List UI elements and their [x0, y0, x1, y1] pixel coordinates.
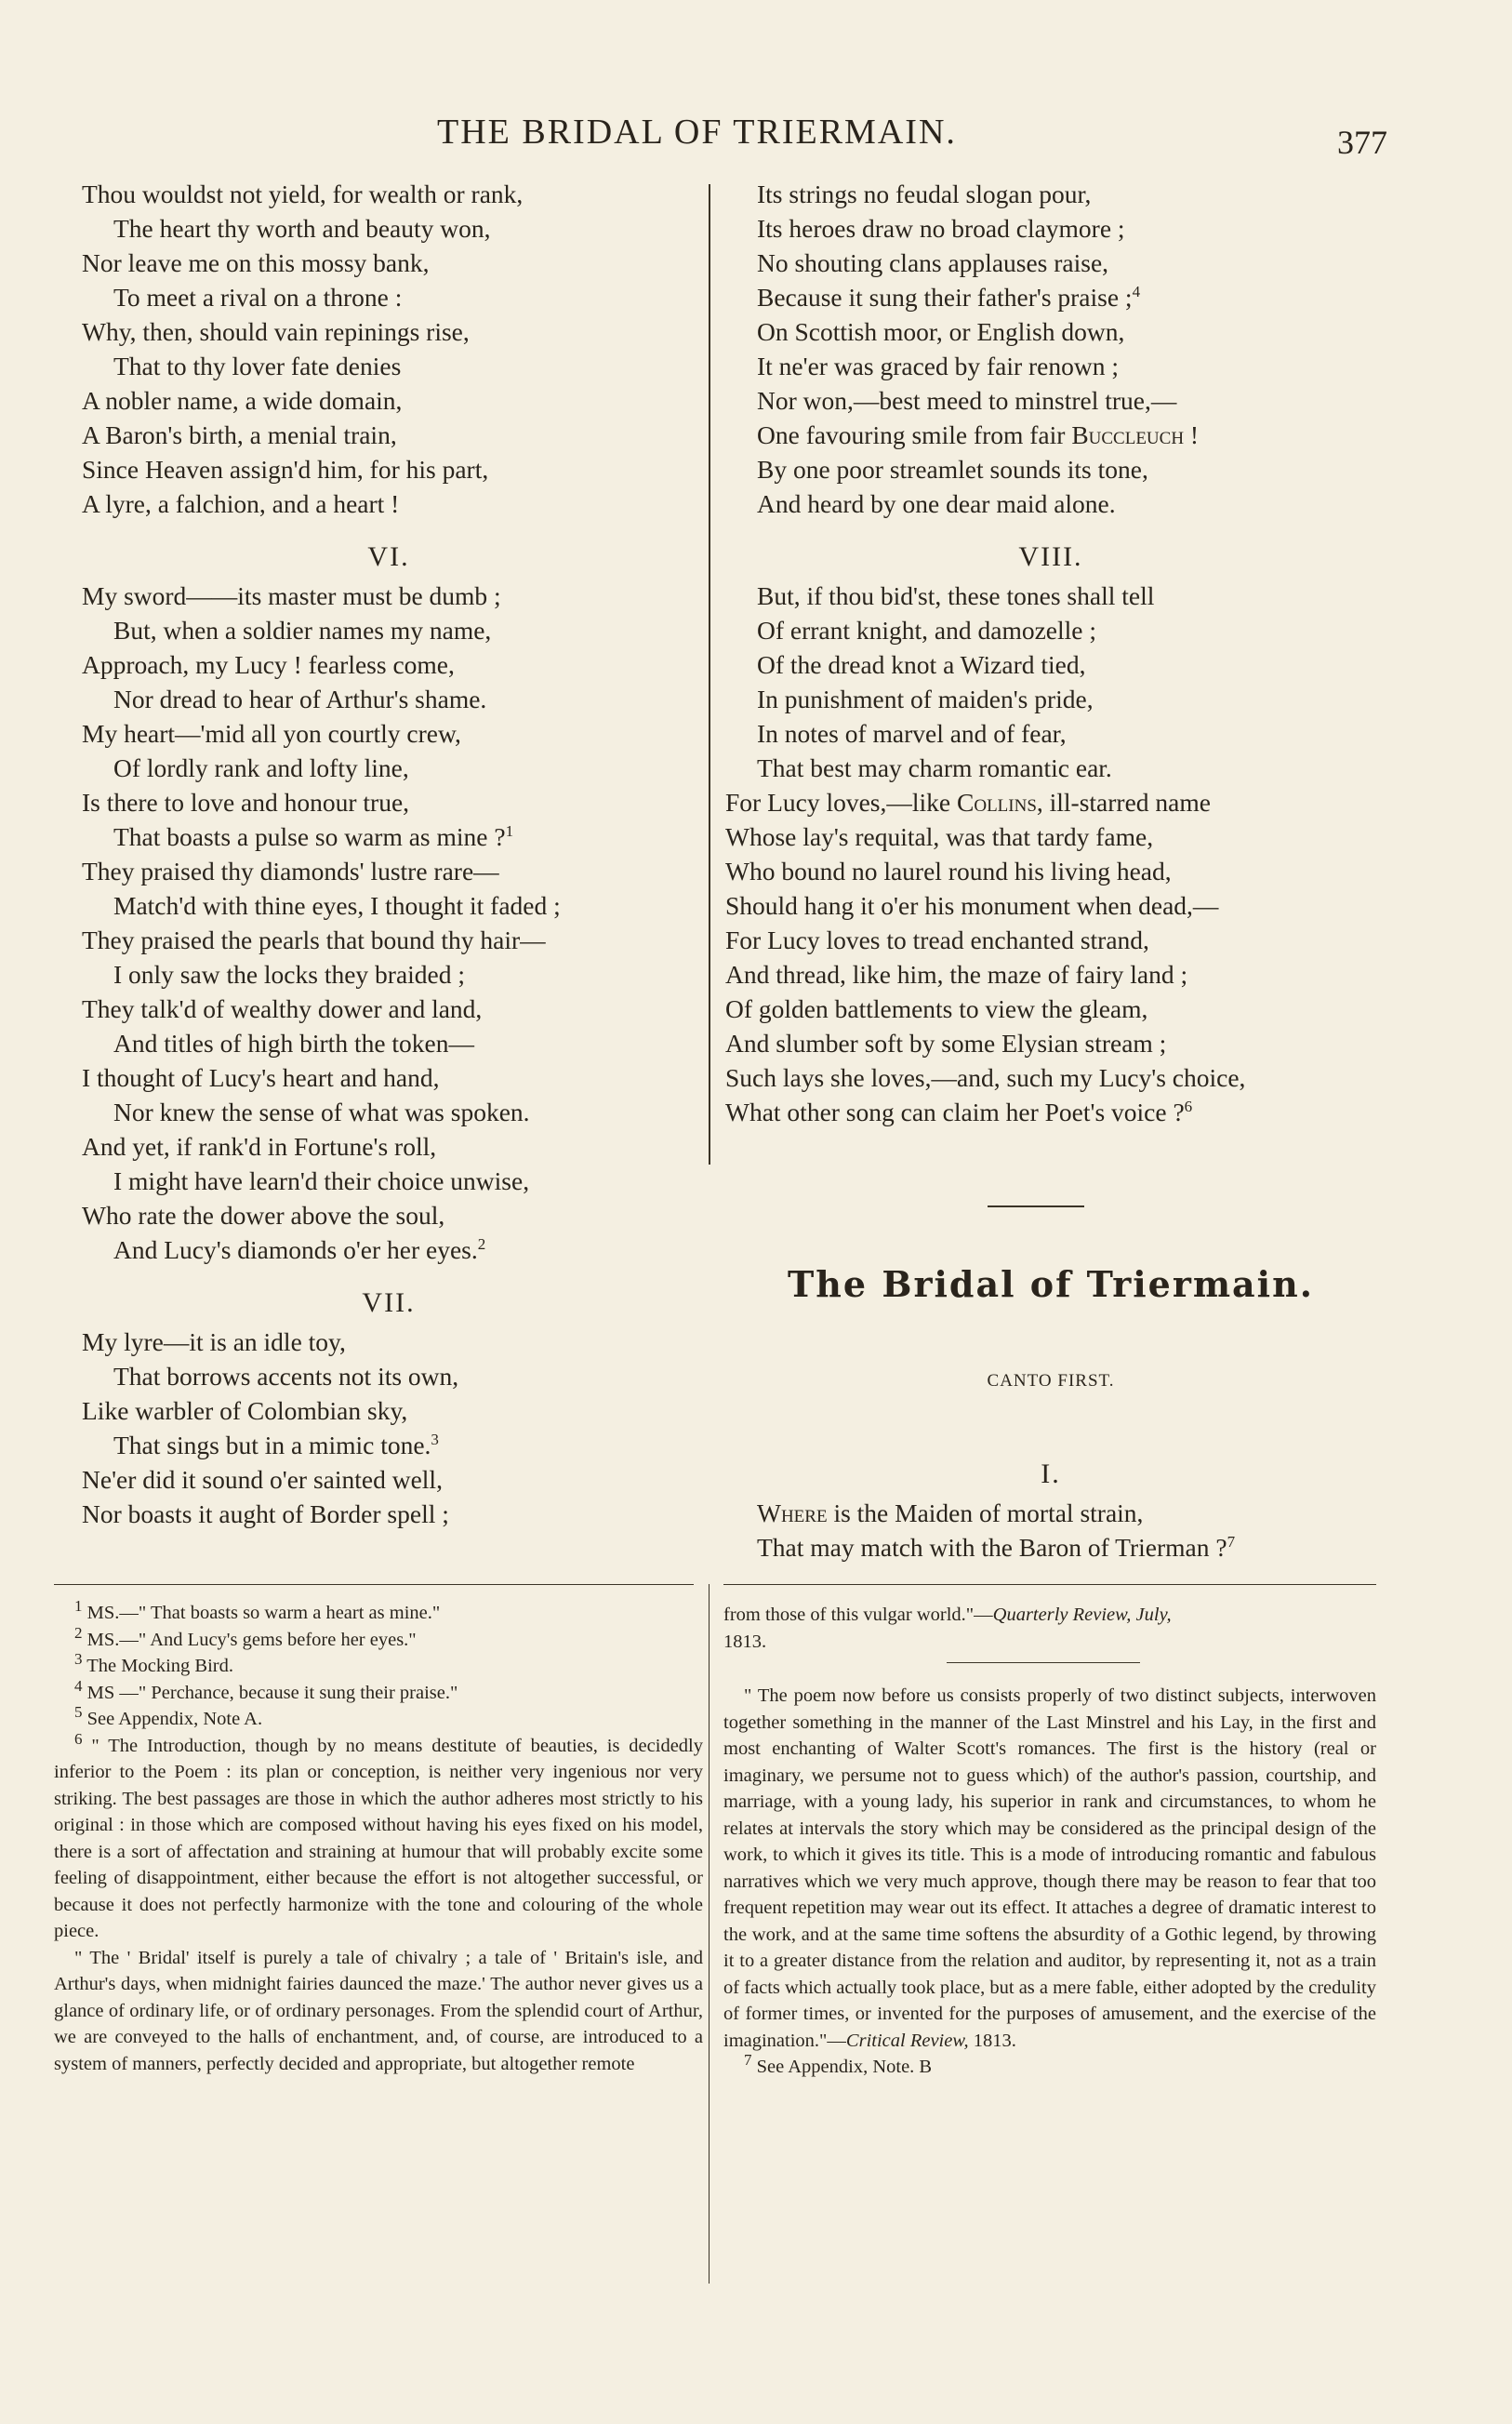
verse-line: Such lays she loves,—and, such my Lucy's choice,: [725, 1063, 1246, 1092]
verse-line: Who rate the dower above the soul,: [82, 1201, 445, 1230]
stanza-heading-vii: VII.: [362, 1287, 416, 1318]
verse-line: No shouting clans applauses raise,: [757, 248, 1109, 277]
verse-line: On Scottish moor, or English down,: [757, 317, 1125, 346]
verse-line: Like warbler of Colombian sky,: [82, 1396, 408, 1425]
verse-line: My lyre—it is an idle toy,: [82, 1327, 346, 1356]
stanza-vii-continuation: [725, 177, 1376, 521]
footnote-6-continuation: [723, 1602, 1376, 1655]
footnote-text: from those of this vulgar world."—: [723, 1605, 993, 1625]
footnote-text: MS.—" And Lucy's gems before her eyes.": [86, 1629, 417, 1650]
verse-line: I thought of Lucy's heart and hand,: [82, 1063, 440, 1092]
footnote-rule-right: [723, 1584, 1376, 1585]
footnote-5: [54, 1703, 703, 1733]
verse-line: And yet, if rank'd in Fortune's roll,: [82, 1132, 437, 1161]
verse-line: And heard by one dear maid alone.: [757, 489, 1116, 518]
verse-line: But, if thou bid'st, these tones shall tell: [757, 581, 1155, 610]
verse-line: Its strings no feudal slogan pour,: [757, 180, 1092, 208]
verse-text: And Lucy's diamonds o'er her eyes.: [113, 1235, 478, 1264]
name-collins: Collins: [957, 788, 1037, 817]
footnote-6-critical-review: [723, 1683, 1376, 2054]
stanza-i-block: [725, 1449, 1376, 1565]
verse-line: A Baron's birth, a menial train,: [82, 420, 397, 449]
verse-text: Because it sung their father's praise ;: [757, 283, 1133, 312]
left-column: [82, 177, 696, 1531]
column-divider-verse: [709, 184, 710, 1165]
verse-line: Since Heaven assign'd him, for his part,: [82, 455, 489, 484]
verse-line: [82, 819, 696, 854]
verse-line: That to thy lover fate denies: [113, 352, 402, 380]
footnote-mark: 2: [477, 1234, 486, 1253]
stanza-v-continuation: [82, 177, 696, 521]
verse-text: , ill-starred name: [1036, 788, 1211, 817]
verse-line: Match'd with thine eyes, I thought it faded ;: [113, 891, 561, 920]
verse-line: That best may charm romantic ear.: [757, 753, 1112, 782]
footnote-text: MS —" Perchance, because it sung their praise.": [86, 1682, 458, 1703]
citation-year: 1813.: [723, 1631, 767, 1652]
footnote-1: [54, 1597, 703, 1627]
stanza-heading-vi: VI.: [367, 541, 410, 572]
verse-line: They praised thy diamonds' lustre rare—: [82, 857, 499, 886]
stanza-vii: [82, 1325, 696, 1531]
footnote-rule-left: [54, 1584, 694, 1585]
stanza-vi: [82, 579, 696, 1267]
footnote-number: 7: [744, 2051, 752, 2070]
footnote-number: 2: [74, 1623, 83, 1642]
footnote-number: 1: [74, 1597, 83, 1616]
footnote-inner-rule-wrap: [723, 1655, 1376, 1683]
footnote-mark: 6: [1184, 1097, 1193, 1115]
footnote-number: 5: [74, 1703, 83, 1722]
verse-line: And titles of high birth the token—: [113, 1029, 475, 1058]
drop-word: Where: [757, 1498, 828, 1527]
verse-line: Nor knew the sense of what was spoken.: [113, 1098, 530, 1126]
verse-line: Its heroes draw no broad claymore ;: [757, 214, 1125, 243]
footnote-text: MS.—" That boasts so warm a heart as mine.": [86, 1603, 441, 1623]
verse-line: It ne'er was graced by fair renown ;: [757, 352, 1120, 380]
citation-source: Critical Review,: [845, 2030, 969, 2051]
footnote-mark: 4: [1132, 282, 1141, 300]
verse-line: Of errant knight, and damozelle ;: [757, 616, 1097, 645]
verse-line: Nor leave me on this mossy bank,: [82, 248, 430, 277]
footnote-6-paragraph-2: " The ' Bridal' itself is purely a tale of chivalry ; a tale of ' Britain's isle, and Arthur's days, when midnight fairies daunced the maze.' The author never gives us a glance of ordinary life, or of ordinary personages. From the splendid court of Arthur, we are conveyed to the halls of enchantment, and, of course, are introduced to a system of manners, perfectly decided and appropriate, but altogether remote: [54, 1947, 703, 2074]
verse-line: For Lucy loves to tread enchanted strand,: [725, 926, 1149, 954]
footnote-text: The Mocking Bird.: [86, 1656, 233, 1676]
running-title: THE BRIDAL OF TRIERMAIN.: [437, 113, 957, 152]
verse-line: I might have learn'd their choice unwise,: [113, 1166, 530, 1195]
verse-text: That may match with the Baron of Trierman ?: [757, 1533, 1227, 1562]
footnote-3: [54, 1650, 703, 1680]
verse-line: Nor boasts it aught of Border spell ;: [82, 1499, 449, 1528]
verse-line: Who bound no laurel round his living head,: [725, 857, 1172, 886]
verse-line: [725, 1496, 1376, 1530]
verse-line: To meet a rival on a throne :: [113, 283, 403, 312]
verse-line: Whose lay's requital, was that tardy fame,: [725, 822, 1154, 851]
citation-source: Quarterly Review, July,: [992, 1605, 1172, 1625]
verse-line: [725, 1530, 1376, 1565]
verse-line: Should hang it o'er his monument when dead,—: [725, 891, 1219, 920]
verse-text: One favouring smile from fair: [757, 420, 1072, 449]
verse-line: [725, 280, 1376, 314]
verse-text: What other song can claim her Poet's voice ?: [725, 1098, 1185, 1126]
footnote-number: 3: [74, 1650, 83, 1669]
verse-line: Nor won,—best meed to minstrel true,—: [757, 386, 1177, 415]
footnote-text: See Appendix, Note A.: [86, 1709, 263, 1729]
verse-line: By one poor streamlet sounds its tone,: [757, 455, 1148, 484]
footnote-number: 6: [74, 1729, 83, 1748]
verse-line: And thread, like him, the maze of fairy land ;: [725, 960, 1188, 989]
column-divider-notes: [709, 1584, 710, 2284]
footnote-inner-rule: [947, 1662, 1140, 1663]
footnote-mark: 7: [1227, 1532, 1236, 1551]
verse-line: [725, 1095, 1376, 1129]
verse-line: In notes of marvel and of fear,: [757, 719, 1067, 748]
stanza-heading-viii: VIII.: [1018, 541, 1083, 572]
footnote-mark: 3: [431, 1430, 439, 1448]
verse-line: [725, 418, 1376, 452]
verse-line: [725, 785, 1376, 819]
verse-line: Nor dread to hear of Arthur's shame.: [113, 685, 487, 713]
stanza-viii: [725, 579, 1376, 1129]
verse-line: Of lordly rank and lofty line,: [113, 753, 409, 782]
footnote-7: [723, 2051, 1376, 2081]
name-buccleuch: Buccleuch !: [1071, 420, 1200, 449]
verse-line: A lyre, a falchion, and a heart !: [82, 489, 400, 518]
verse-text: is the Maiden of mortal strain,: [827, 1498, 1144, 1527]
footnotes-left: [54, 1597, 703, 2077]
footnote-6: [54, 1729, 703, 1945]
verse-line: Approach, my Lucy ! fearless come,: [82, 650, 455, 679]
verse-line: In punishment of maiden's pride,: [757, 685, 1094, 713]
stanza-heading-i: I.: [1041, 1458, 1061, 1489]
right-column: [725, 177, 1376, 1129]
verse-line: A nobler name, a wide domain,: [82, 386, 403, 415]
verse-text: That boasts a pulse so warm as mine ?: [113, 822, 506, 851]
verse-line: My heart—'mid all yon courtly crew,: [82, 719, 461, 748]
verse-line: Of golden battlements to view the gleam,: [725, 994, 1148, 1023]
footnote-text: " The Introduction, though by no means destitute of beauties, is decidedly inferior to the Poem : its plan or conception, is neither very ingenious nor very striking. The best passages are those in which the author adheres most strictly to his original : in those which are composed without having his eyes fixed on his model, there is a sort of affectation and straining at humour that will probably excite some feeling of disappointment, either because the effort is not altogether successful, or because it does not perfectly harmonize with the tone and colouring of the whole piece.: [54, 1735, 703, 1941]
running-head: [0, 112, 1512, 161]
verse-line: They talk'd of wealthy dower and land,: [82, 994, 483, 1023]
verse-line: And slumber soft by some Elysian stream ;: [725, 1029, 1167, 1058]
page-number: 377: [1337, 124, 1387, 161]
verse-line: I only saw the locks they braided ;: [113, 960, 466, 989]
verse-text: For Lucy loves,—like: [725, 788, 957, 817]
verse-line: That borrows accents not its own,: [113, 1362, 459, 1391]
verse-line: The heart thy worth and beauty won,: [113, 214, 491, 243]
footnote-4: [54, 1676, 703, 1707]
verse-line: Of the dread knot a Wizard tied,: [757, 650, 1086, 679]
footnote-2: [54, 1623, 703, 1654]
citation-year: 1813.: [968, 2030, 1016, 2051]
verse-line: Is there to love and honour true,: [82, 788, 410, 817]
section-rule: [988, 1205, 1084, 1207]
verse-line: But, when a soldier names my name,: [113, 616, 492, 645]
poem-title: The Bridal of Triermain.: [788, 1263, 1314, 1305]
verse-line: Ne'er did it sound o'er sainted well,: [82, 1465, 443, 1494]
footnote-text: See Appendix, Note. B: [751, 2057, 933, 2077]
verse-line: They praised the pearls that bound thy hair—: [82, 926, 546, 954]
verse-line: Thou wouldst not yield, for wealth or rank,: [82, 180, 524, 208]
verse-line: [82, 1428, 696, 1462]
footnote-text: " The poem now before us consists properly of two distinct subjects, interwoven together something in the manner of the Last Minstrel and his Lay, in the first and most enchanting of Walter Scott's romances. The first is the history (real or imaginary, we persume not to guess which) of the author's passion, courtship, and marriage, with a young lady, his superior in rank and circumstances, to whom he relates at intervals the story which may be considered as the principal design of the work, to which it gives its title. This is a mode of introducing romantic and fabulous narratives which we very much approve, though there may be reason to fear that too frequent repetition may wear out its effect. It attaches a degree of dramatic interest to the work, and at the same time softens the absurdity of a Gothic legend, by throwing it to a greater distance from the relation and auditor, by representing it, not as a train of facts which actually took place, but as a mere fable, either adopted by the credulity of former times, or invented for the purposes of amusement, and the exercise of the imagination."—: [723, 1685, 1376, 2051]
verse-text: That sings but in a mimic tone.: [113, 1431, 431, 1459]
verse-line: Why, then, should vain repinings rise,: [82, 317, 470, 346]
footnote-number: 4: [74, 1676, 83, 1695]
footnotes-right: [723, 1602, 1376, 2081]
verse-line: [82, 1232, 696, 1267]
verse-line: My sword——its master must be dumb ;: [82, 581, 501, 610]
canto-heading: CANTO FIRST.: [987, 1371, 1115, 1391]
footnote-mark: 1: [505, 821, 514, 840]
